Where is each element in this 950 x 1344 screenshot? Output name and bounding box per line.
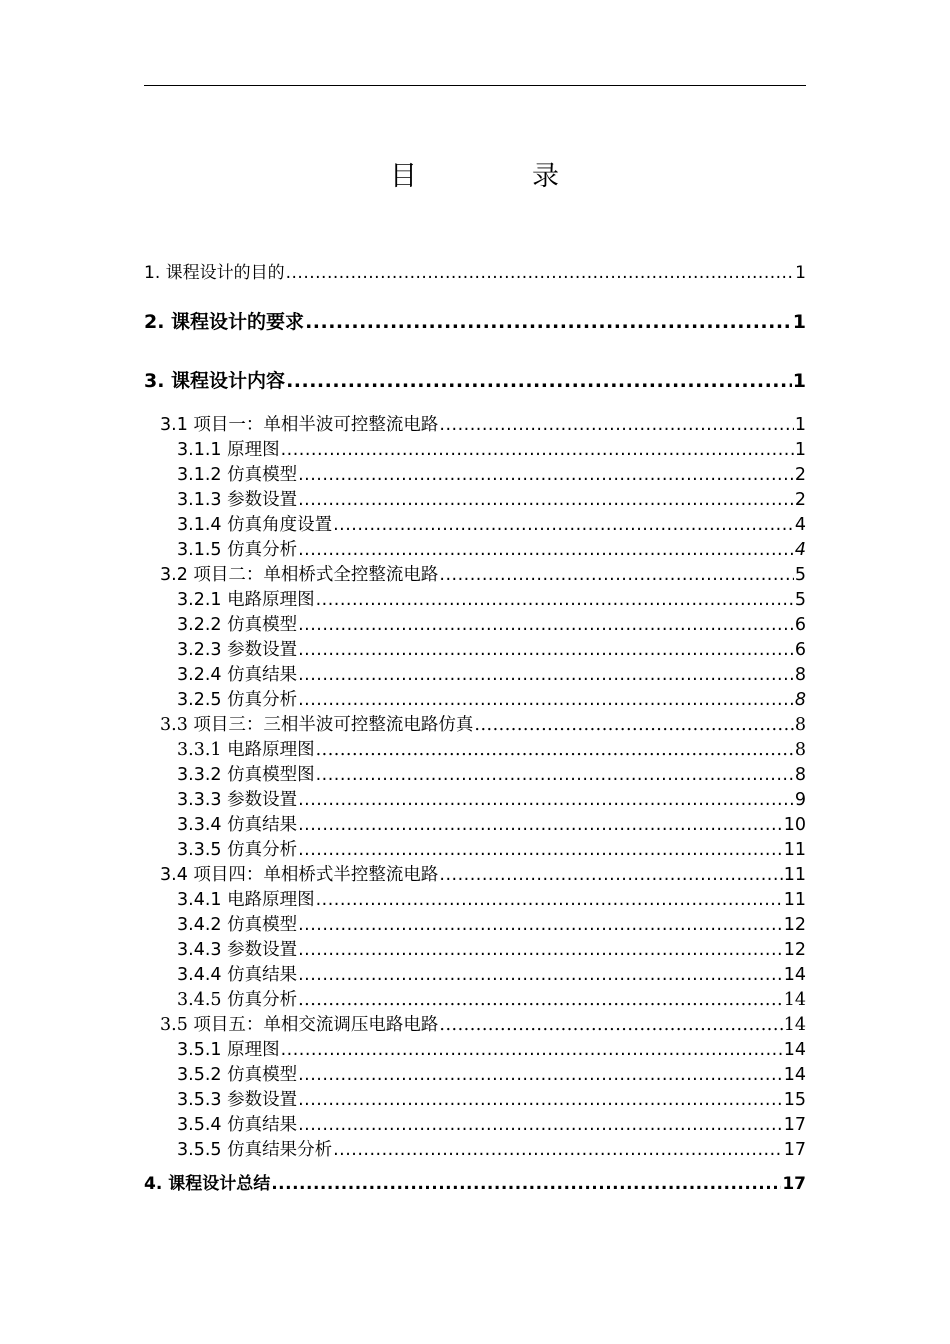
toc-leader [298, 690, 794, 710]
toc-entry-page: 8 [794, 740, 806, 760]
toc-entry[interactable] [160, 861, 806, 886]
toc-leader [305, 311, 792, 333]
toc-leader [333, 515, 794, 535]
toc-entry[interactable] [160, 1011, 806, 1036]
toc-entry-page: 1 [792, 311, 806, 333]
toc-leader [298, 665, 794, 685]
toc-entry-label: 3.1.2 仿真模型 [177, 465, 298, 485]
toc-leader [286, 370, 792, 392]
toc-entry[interactable] [160, 411, 806, 436]
toc-entry-label: 3.4.4 仿真结果 [177, 965, 298, 985]
toc-entry-label: 2. 课程设计的要求 [144, 311, 305, 333]
toc-entry-page: 11 [783, 865, 806, 885]
toc-leader [316, 890, 783, 910]
toc-leader [439, 565, 793, 585]
toc-entry-label: 3.3.1 电路原理图 [177, 740, 315, 760]
toc-entry-page: 17 [783, 1140, 806, 1160]
toc-leader [298, 940, 783, 960]
toc-entry[interactable] [177, 461, 806, 486]
toc-entry-page: 8 [794, 765, 806, 785]
toc-leader [298, 965, 783, 985]
toc-entry-label: 3.3.2 仿真模型图 [177, 765, 315, 785]
toc-entry-label: 3.3.4 仿真结果 [177, 815, 298, 835]
toc-entry[interactable] [144, 366, 806, 393]
toc-leader [298, 540, 794, 560]
toc-entry-page: 9 [794, 790, 806, 810]
toc-entry[interactable] [177, 511, 806, 536]
toc-entry-page: 12 [783, 915, 806, 935]
toc-entry[interactable] [177, 811, 806, 836]
toc-entry-label: 3.4.1 电路原理图 [177, 890, 315, 910]
toc-leader [316, 740, 794, 760]
toc-entry-page: 4 [794, 540, 806, 560]
toc-entry-page: 1 [794, 415, 806, 435]
toc-leader [286, 263, 795, 283]
toc-entry-label: 3.1.3 参数设置 [177, 490, 298, 510]
toc-entry-label: 3.5.5 仿真结果分析 [177, 1140, 333, 1160]
toc-leader [298, 790, 794, 810]
toc-entry[interactable] [177, 611, 806, 636]
toc-entry[interactable] [177, 1111, 806, 1136]
toc-entry-label: 3.1 项目一：单相半波可控整流电路 [160, 415, 439, 435]
toc-entry[interactable] [177, 586, 806, 611]
toc-entry[interactable] [177, 1061, 806, 1086]
toc-entry[interactable] [144, 1169, 806, 1194]
toc-entry-page: 8 [794, 715, 806, 735]
toc-entry-label: 3.2.5 仿真分析 [177, 690, 298, 710]
toc-entry[interactable] [177, 736, 806, 761]
toc-entry[interactable] [177, 636, 806, 661]
title-char-2: 录 [532, 161, 559, 192]
toc-entry-label: 3.5.4 仿真结果 [177, 1115, 298, 1135]
toc-entry-page: 14 [783, 1015, 806, 1035]
toc-entry-label: 3.2 项目二：单相桥式全控整流电路 [160, 565, 439, 585]
toc-entry-label: 3.4.2 仿真模型 [177, 915, 298, 935]
toc-entry[interactable] [177, 786, 806, 811]
page-title [0, 154, 950, 194]
toc-leader [298, 815, 783, 835]
toc-entry[interactable] [177, 836, 806, 861]
toc-leader [298, 990, 783, 1010]
toc-leader [333, 1140, 783, 1160]
toc-leader [281, 1040, 783, 1060]
toc-entry-page: 10 [783, 815, 806, 835]
toc-leader [298, 915, 783, 935]
toc-entry-label: 3.3 项目三：三相半波可控整流电路仿真 [160, 715, 474, 735]
toc-entry-label: 3.4.5 仿真分析 [177, 990, 298, 1010]
toc-leader [298, 1065, 783, 1085]
toc-entry-page: 5 [794, 565, 806, 585]
toc-entry-page: 2 [794, 465, 806, 485]
toc-entry-page: 6 [794, 615, 806, 635]
toc-entry-label: 3.1.4 仿真角度设置 [177, 515, 333, 535]
toc-entry-label: 3.2.4 仿真结果 [177, 665, 298, 685]
toc-entry-label: 3.3.5 仿真分析 [177, 840, 298, 860]
toc-entry-label: 1. 课程设计的目的 [144, 263, 285, 283]
toc-entry[interactable] [177, 1086, 806, 1111]
toc-entry-label: 3.5.1 原理图 [177, 1040, 280, 1060]
toc-entry-label: 3.5 项目五：单相交流调压电路电路 [160, 1015, 439, 1035]
toc-entry-label: 3.1.5 仿真分析 [177, 540, 298, 560]
toc-entry-page: 14 [783, 965, 806, 985]
toc-entry-label: 3.2.3 参数设置 [177, 640, 298, 660]
toc-entry-label: 4. 课程设计总结 [144, 1174, 271, 1194]
toc-entry[interactable] [177, 661, 806, 686]
toc-entry-label: 3.4.3 参数设置 [177, 940, 298, 960]
toc-entry[interactable] [177, 1136, 806, 1161]
toc-entry[interactable] [144, 307, 806, 334]
toc-entry-page: 2 [794, 490, 806, 510]
toc-leader [298, 615, 794, 635]
toc-leader [298, 840, 783, 860]
toc-leader [281, 440, 794, 460]
toc-entry-page: 6 [794, 640, 806, 660]
toc-entry-label: 3.2.1 电路原理图 [177, 590, 315, 610]
toc-leader [439, 865, 782, 885]
toc-leader [271, 1174, 781, 1194]
toc-entry[interactable] [177, 886, 806, 911]
toc-entry-page: 11 [783, 890, 806, 910]
toc-entry-label: 3.1.1 原理图 [177, 440, 280, 460]
toc-entry-page: 5 [794, 590, 806, 610]
toc-entry-page: 14 [783, 1065, 806, 1085]
toc-leader [298, 1115, 783, 1135]
toc-entry[interactable] [144, 258, 806, 283]
toc-entry[interactable] [177, 961, 806, 986]
toc-entry[interactable] [177, 1036, 806, 1061]
toc-entry[interactable] [177, 486, 806, 511]
toc-leader [474, 715, 793, 735]
toc-entry-page: 11 [783, 840, 806, 860]
toc-entry-label: 3.3.3 参数设置 [177, 790, 298, 810]
toc-entry-page: 17 [783, 1115, 806, 1135]
title-char-1: 目 [390, 161, 417, 192]
toc-leader [439, 1015, 782, 1035]
toc-leader [298, 640, 794, 660]
toc-entry[interactable] [177, 761, 806, 786]
toc-entry[interactable] [177, 986, 806, 1011]
toc-entry-page: 8 [794, 690, 806, 710]
toc-entry-page: 12 [783, 940, 806, 960]
toc-entry-page: 15 [783, 1090, 806, 1110]
toc-entry-page: 8 [794, 665, 806, 685]
toc-entry-page: 1 [795, 263, 806, 283]
toc-entry[interactable] [177, 911, 806, 936]
toc-entry-page: 14 [783, 990, 806, 1010]
toc-entry-page: 1 [792, 370, 806, 392]
toc-entry[interactable] [177, 686, 806, 711]
toc-leader [298, 490, 794, 510]
toc-leader [439, 415, 793, 435]
toc-entry-page: 1 [794, 440, 806, 460]
toc-leader [298, 1090, 783, 1110]
toc-entry[interactable] [160, 711, 806, 736]
toc-entry-page: 4 [794, 515, 806, 535]
toc-leader [316, 590, 794, 610]
header-rule [144, 85, 806, 86]
toc-entry-page: 17 [782, 1174, 806, 1194]
toc-entry-page: 14 [783, 1040, 806, 1060]
toc-entry[interactable] [177, 936, 806, 961]
toc-entry-label: 3.4 项目四：单相桥式半控整流电路 [160, 865, 439, 885]
toc-entry-label: 3.5.3 参数设置 [177, 1090, 298, 1110]
toc-entry[interactable] [177, 436, 806, 461]
toc-leader [298, 465, 794, 485]
toc-entry[interactable] [177, 536, 806, 561]
toc-entry-label: 3.2.2 仿真模型 [177, 615, 298, 635]
toc-entry[interactable] [160, 561, 806, 586]
toc-entry-label: 3. 课程设计内容 [144, 370, 286, 392]
toc-leader [316, 765, 794, 785]
toc-entry-label: 3.5.2 仿真模型 [177, 1065, 298, 1085]
